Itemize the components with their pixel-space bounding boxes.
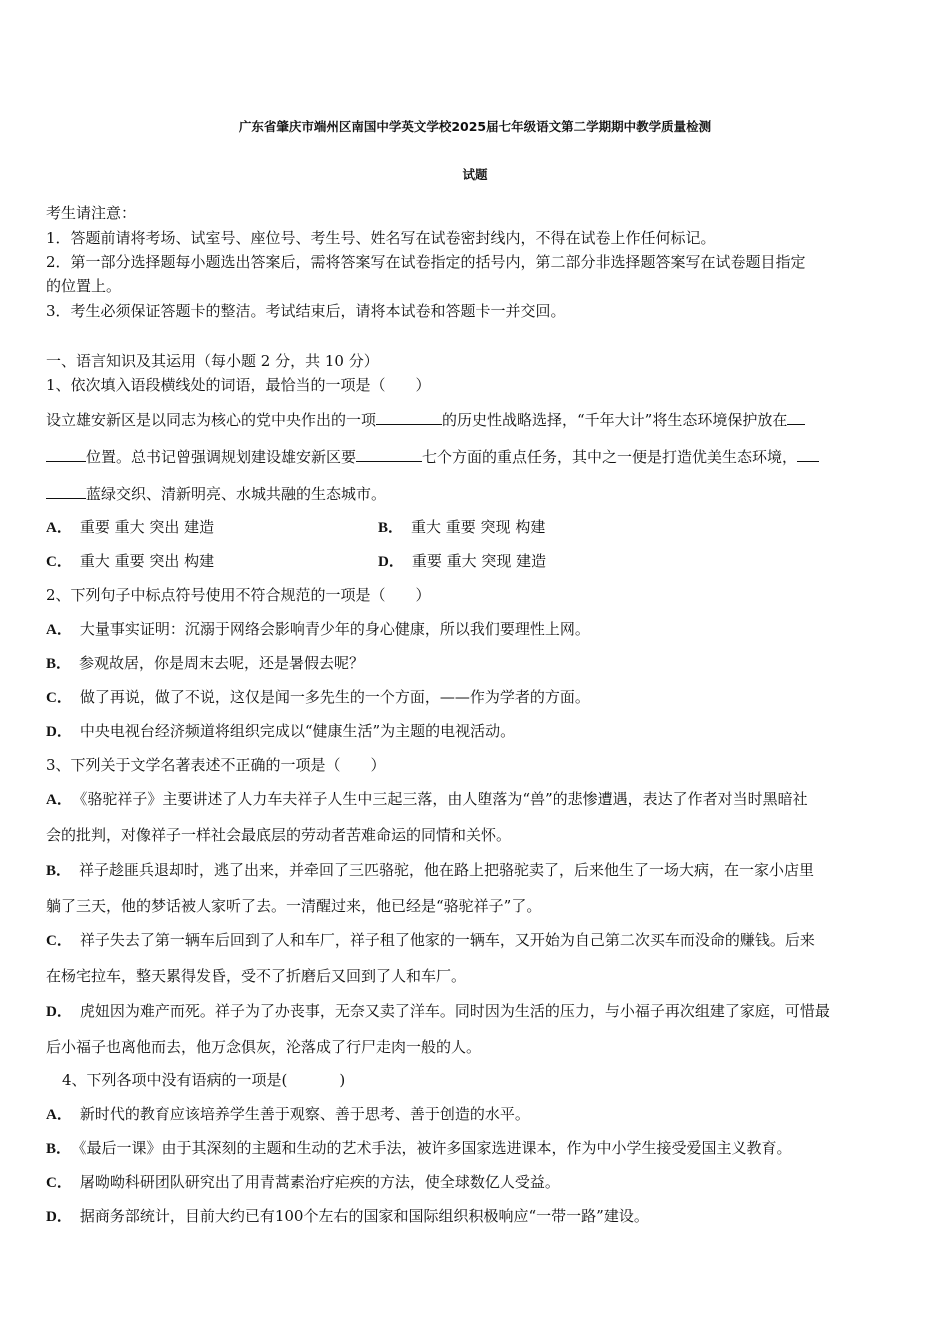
option-text: 重要 重大 突现 建造 <box>411 552 547 570</box>
question-3-option-d-continued: 后小福子也离他而去，他万念俱灰，沦落成了行尸走肉一般的人。 <box>46 1038 482 1056</box>
notice-item-3: 3．考生必须保证答题卡的整洁。考试结束后，请将本试卷和答题卡一并交回。 <box>46 302 566 320</box>
option-text: 重大 重要 突出 构建 <box>79 552 215 570</box>
option-label: B． <box>378 520 404 536</box>
option-text: 大量事实证明：沉溺于网络会影响青少年的身心健康，所以我们要理性上网。 <box>79 620 590 638</box>
option-text: 屠呦呦科研团队研究出了用青蒿素治疗疟疾的方法，使全球数亿人受益。 <box>79 1173 560 1191</box>
option-text: 参观故居，你是周末去呢，还是暑假去呢？ <box>79 654 365 672</box>
answer-blank <box>797 447 819 462</box>
question-4-option-b[interactable] <box>46 1138 792 1159</box>
passage-text: 设立雄安新区是以同志为核心的党中央作出的一项 <box>46 411 377 429</box>
question-1-option-b[interactable] <box>378 517 545 538</box>
question-4-option-d[interactable] <box>46 1206 649 1227</box>
question-3-option-b[interactable] <box>46 860 814 881</box>
question-2-stem-close: ） <box>415 586 431 604</box>
notice-item-2-continued: 的位置上。 <box>46 277 122 295</box>
question-3-stem-text: 3、下列关于文学名著表述不正确的一项是（ <box>46 756 341 774</box>
question-2-option-b[interactable] <box>46 653 364 674</box>
passage-text: 位置。总书记曾强调规划建设雄安新区要 <box>86 448 357 466</box>
option-label: B． <box>46 656 72 672</box>
question-1-stem-text: 1、依次填入语段横线处的词语，最恰当的一项是（ <box>46 376 386 394</box>
option-text: 新时代的教育应该培养学生善于观察、善于思考、善于创造的水平。 <box>79 1105 530 1123</box>
question-1-passage-line-1 <box>46 410 805 430</box>
option-text: 中央电视台经济频道将组织完成以“健康生活”为主题的电视活动。 <box>79 722 516 740</box>
question-3-option-d[interactable] <box>46 1001 830 1022</box>
question-3-option-a-continued: 会的批判，对像祥子一样社会最底层的劳动者苦难命运的同情和关怀。 <box>46 826 512 844</box>
notice-heading: 考生请注意： <box>46 204 137 222</box>
option-label: C． <box>46 690 72 706</box>
question-3-stem <box>46 755 386 775</box>
question-1-stem-close: ） <box>415 376 431 394</box>
option-label: A． <box>46 1107 72 1123</box>
question-1-passage-line-3 <box>46 484 386 504</box>
question-3-stem-close: ） <box>370 756 386 774</box>
option-text: 重要 重大 突出 建造 <box>79 518 215 536</box>
passage-text: 的历史性战略选择，“千年大计”将生态环境保护放在 <box>442 411 788 429</box>
option-text: 祥子趁匪兵退却时，逃了出来，并牵回了三匹骆驼，他在路上把骆驼卖了，后来他生了一场大病，在一家小店里 <box>79 861 815 879</box>
option-text: 《骆驼祥子》主要讲述了人力车夫祥子人生中三起三落，由人堕落为“兽”的悲惨遭遇，表达了作者对当时黑暗社 <box>79 790 808 808</box>
option-label: D． <box>378 554 404 570</box>
question-3-option-c[interactable] <box>46 930 815 951</box>
option-label: D． <box>46 724 72 740</box>
option-label: D． <box>46 1004 72 1020</box>
question-1-option-c[interactable] <box>46 551 214 572</box>
option-text: 虎妞因为难产而死。祥子为了办丧事，无奈又卖了洋车。同时因为生活的压力，与小福子再次组建了家庭，可惜最 <box>79 1002 830 1020</box>
passage-text: 蓝绿交织、清新明亮、水城共融的生态城市。 <box>86 485 387 503</box>
question-3-option-c-continued: 在杨宅拉车，整天累得发昏，受不了折磨后又回到了人和车厂。 <box>46 967 467 985</box>
answer-blank <box>787 410 805 425</box>
question-2-option-d[interactable] <box>46 721 515 742</box>
question-4-stem-text: 4、下列各项中没有语病的一项是( <box>62 1071 288 1089</box>
notice-item-2: 2．第一部分选择题每小题选出答案后，需将答案写在试卷指定的括号内，第二部分非选择题答案写在试卷题目指定 <box>46 253 806 271</box>
question-2-option-c[interactable] <box>46 687 590 708</box>
question-2-stem-text: 2、下列句子中标点符号使用不符合规范的一项是（ <box>46 586 386 604</box>
answer-blank <box>46 447 86 462</box>
answer-blank <box>46 484 86 499</box>
question-2-option-a[interactable] <box>46 619 590 640</box>
question-4-stem-close: ) <box>339 1071 346 1089</box>
answer-blank <box>356 447 422 462</box>
page-title-continued: 试题 <box>462 167 488 182</box>
question-4-option-a[interactable] <box>46 1104 530 1125</box>
option-text: 做了再说，做了不说，这仅是闻一多先生的一个方面，——作为学者的方面。 <box>79 688 590 706</box>
option-label: B． <box>46 1141 72 1157</box>
option-text: 《最后一课》由于其深刻的主题和生动的艺术手法，被许多国家选进课本，作为中小学生接受爱国主义教育。 <box>79 1139 792 1157</box>
option-label: D． <box>46 1209 72 1225</box>
option-label: A． <box>46 622 72 638</box>
question-4-option-c[interactable] <box>46 1172 560 1193</box>
answer-blank <box>376 410 442 425</box>
option-label: B． <box>46 863 72 879</box>
notice-item-1: 1．答题前请将考场、试室号、座位号、考生号、姓名写在试卷密封线内，不得在试卷上作任何标记。 <box>46 229 716 247</box>
option-label: C． <box>46 554 72 570</box>
question-1-passage-line-2 <box>46 447 819 467</box>
option-text: 重大 重要 突现 构建 <box>411 518 546 536</box>
page-title: 广东省肇庆市端州区南国中学英文学校2025届七年级语文第二学期期中教学质量检测 <box>238 119 712 134</box>
passage-text: 七个方面的重点任务，其中之一便是打造优美生态环境， <box>422 448 798 466</box>
question-1-option-a[interactable] <box>46 517 214 538</box>
option-label: A． <box>46 520 72 536</box>
question-4-stem <box>62 1070 345 1090</box>
question-1-option-d[interactable] <box>378 551 546 572</box>
option-label: A． <box>46 792 72 808</box>
option-label: C． <box>46 933 72 949</box>
question-2-stem <box>46 585 431 605</box>
option-label: C． <box>46 1175 72 1191</box>
question-1-stem <box>46 375 431 395</box>
option-text: 祥子失去了第一辆车后回到了人和车厂，祥子租了他家的一辆车，又开始为自己第二次买车而没命的赚钱。后来 <box>79 931 815 949</box>
option-text: 据商务部统计，目前大约已有100个左右的国家和国际组织积极响应“一带一路”建设。 <box>79 1207 649 1225</box>
section-heading: 一、语言知识及其运用（每小题 2 分，共 10 分） <box>46 352 379 370</box>
question-3-option-a[interactable] <box>46 789 808 810</box>
question-3-option-b-continued: 躺了三天，他的梦话被人家听了去。一清醒过来，他已经是“骆驼祥子”了。 <box>46 897 542 915</box>
